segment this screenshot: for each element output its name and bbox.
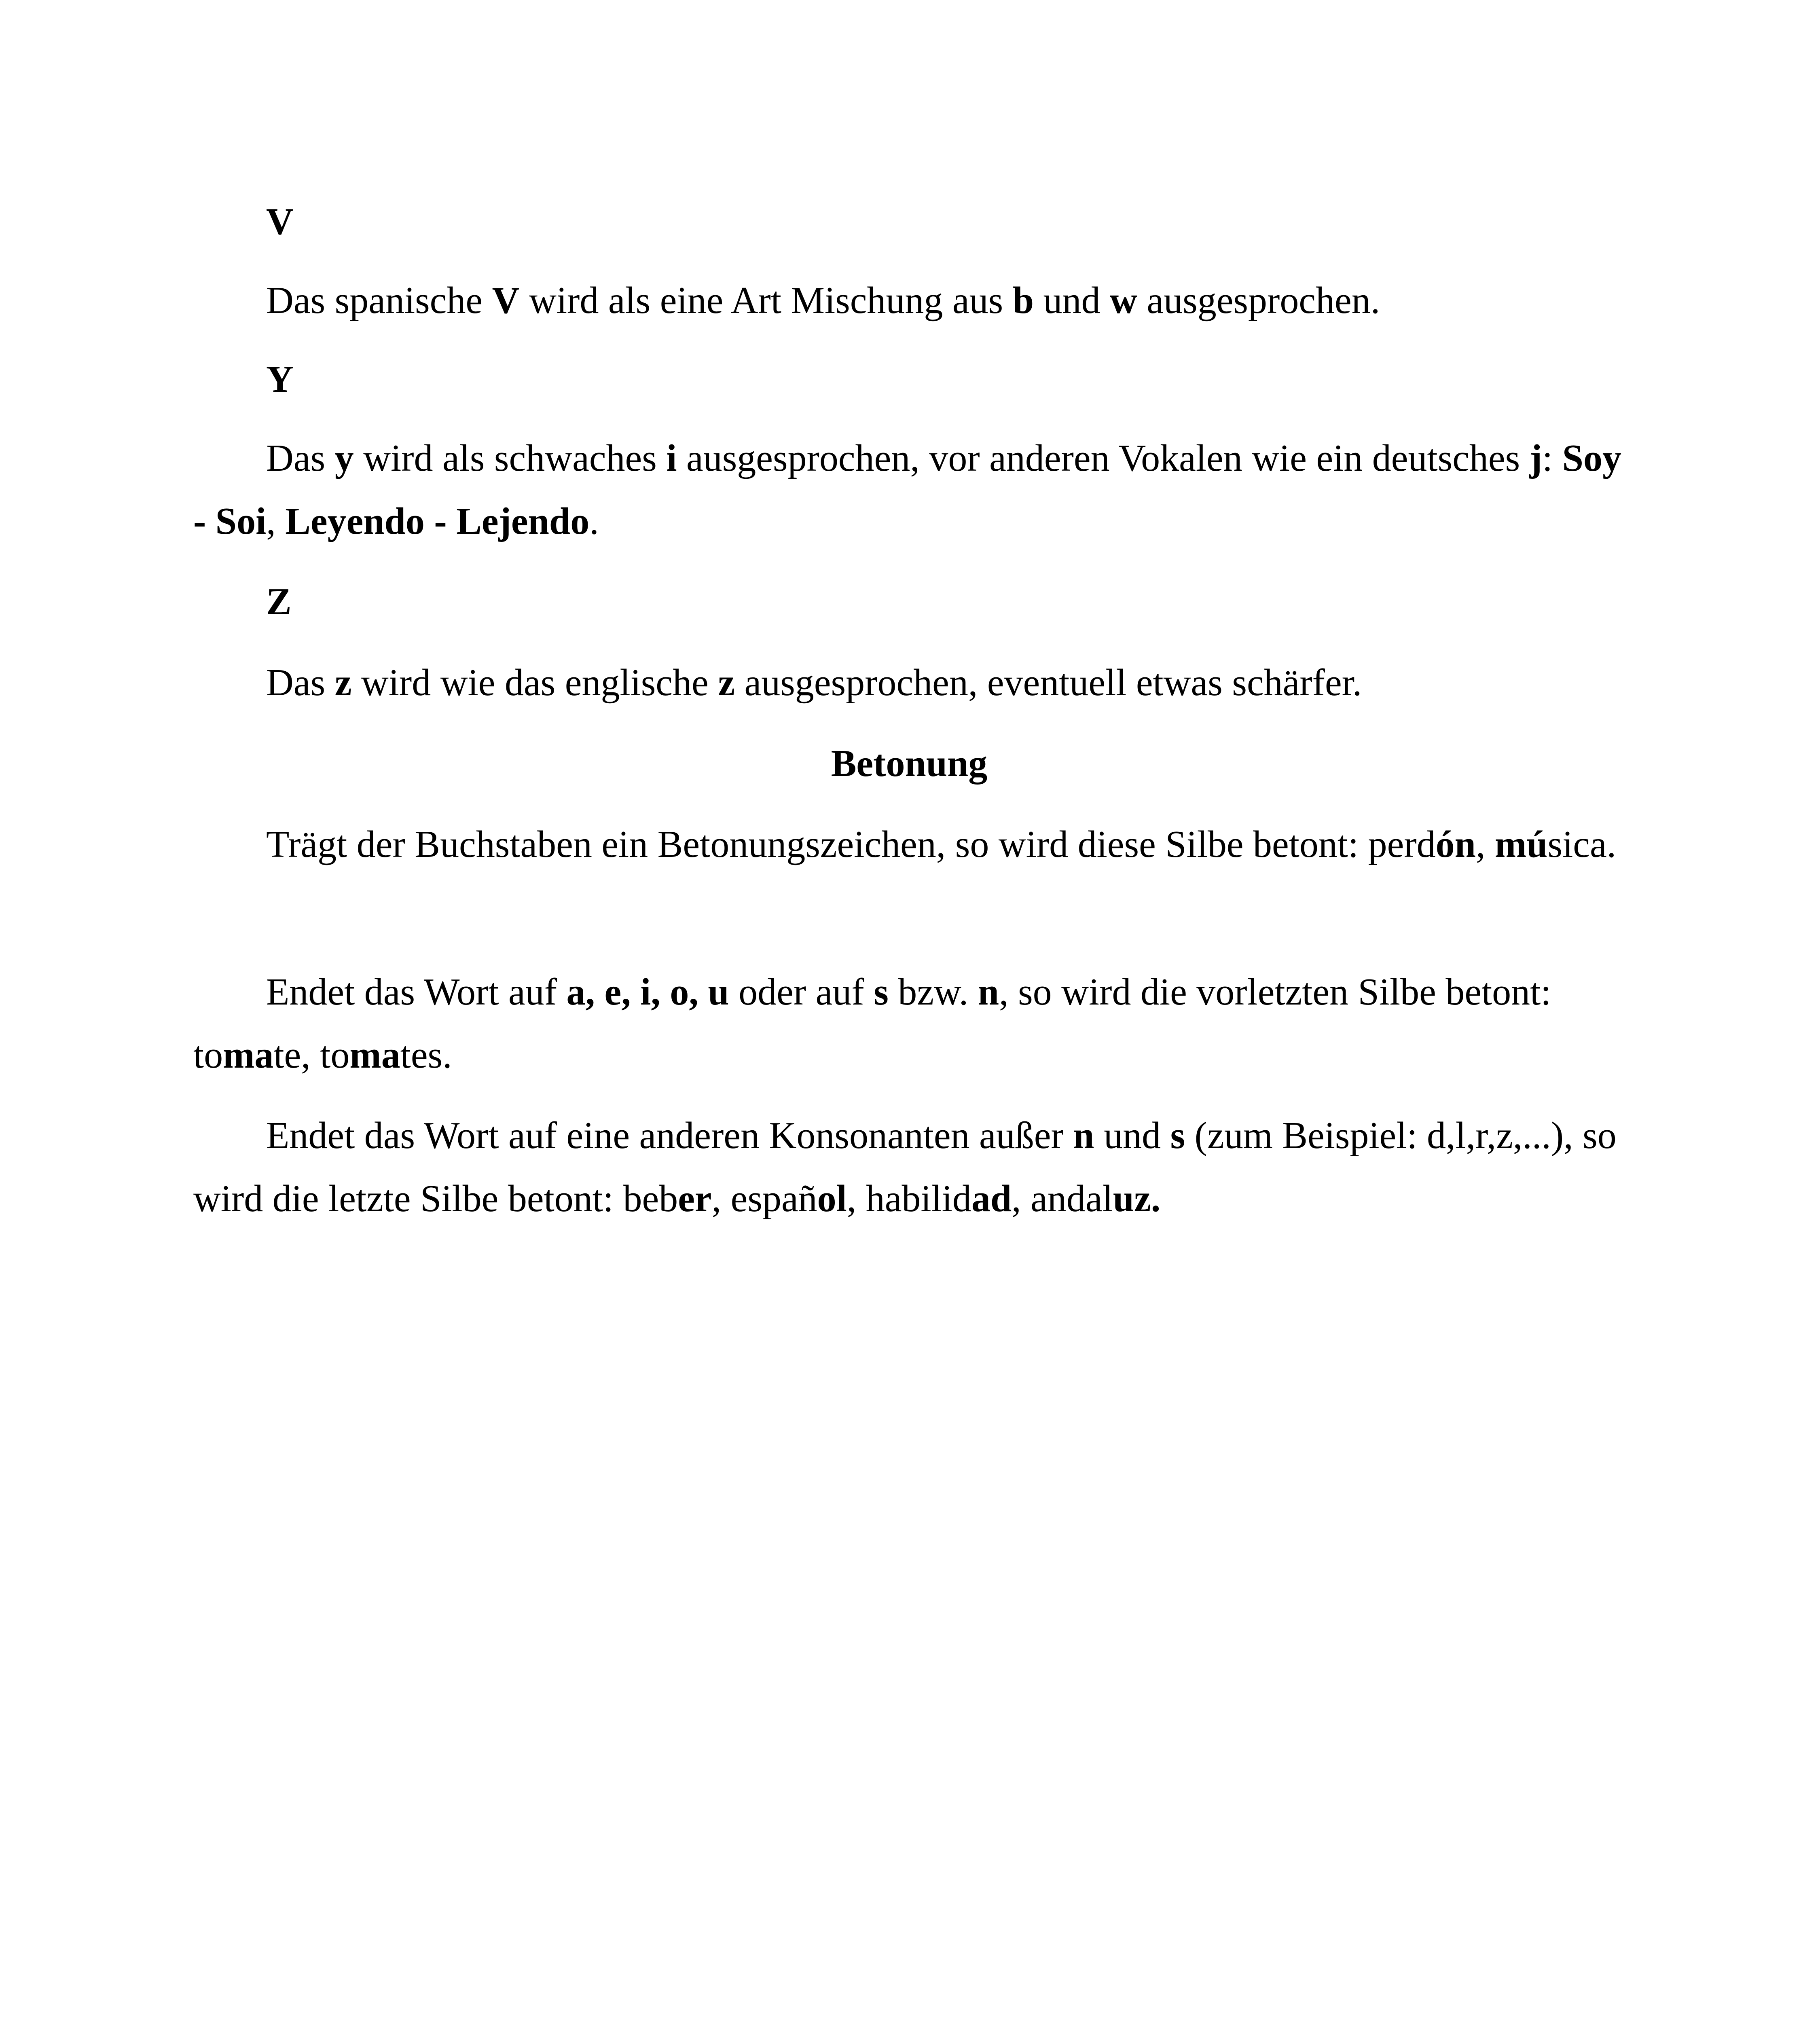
text-run: ,	[1475, 823, 1495, 865]
text-run: ausgesprochen, vor anderen Vokalen wie ein deutsches	[677, 437, 1530, 479]
section-y	[193, 348, 1625, 411]
bold-run: s	[1170, 1115, 1185, 1157]
paragraph-betonung-1-text	[193, 813, 1625, 876]
paragraph-betonung-2	[193, 960, 1625, 1087]
bold-run: V	[492, 279, 520, 321]
bold-run: ma	[223, 1034, 274, 1076]
text-run: Endet das Wort auf	[266, 971, 567, 1013]
text-run: , españ	[711, 1178, 817, 1220]
text-run: Das	[266, 437, 335, 479]
bold-run: a, e, i, o, u	[566, 971, 729, 1013]
bold-run: z	[718, 662, 735, 704]
text-run: ausgesprochen.	[1137, 279, 1380, 321]
bold-run: z	[334, 662, 352, 704]
bold-run: y	[334, 437, 354, 479]
bold-run: ma	[349, 1034, 400, 1076]
paragraph-betonung-3-text	[193, 1104, 1625, 1230]
bold-run: Soy - Soi	[193, 437, 1621, 542]
bold-run: er	[678, 1178, 712, 1220]
bold-run: b	[1012, 279, 1034, 321]
bold-run: n	[978, 971, 999, 1013]
text-run: ,	[266, 500, 286, 542]
bold-run: Leyendo - Lejendo	[285, 500, 590, 542]
bold-run: s	[874, 971, 889, 1013]
text-run: oder auf	[729, 971, 874, 1013]
text-run: und	[1094, 1115, 1170, 1157]
text-run: ausgesprochen, eventuell etwas schärfer.	[734, 662, 1362, 704]
text-run: te, to	[273, 1034, 350, 1076]
heading-betonung: Betonung	[831, 742, 988, 785]
heading-z: Z	[266, 581, 292, 623]
section-v	[193, 190, 1625, 253]
bold-run: w	[1110, 279, 1137, 321]
text-run: , andal	[1012, 1178, 1113, 1220]
bold-run: ad	[971, 1178, 1012, 1220]
text-run: :	[1542, 437, 1562, 479]
section-z	[193, 570, 1625, 633]
text-run: , habilid	[847, 1178, 971, 1220]
text-run: bzw.	[888, 971, 978, 1013]
paragraph-v	[193, 269, 1625, 332]
paragraph-y	[193, 427, 1625, 553]
heading-v: V	[266, 201, 294, 243]
text-run: sica.	[1547, 823, 1617, 865]
text-run: , so wird die vorletzten Silbe betont: to	[193, 971, 1551, 1076]
heading-y: Y	[266, 358, 294, 400]
text-run: Trägt der Buchstaben ein Betonungszeichen, so wird diese Silbe betont: perd	[266, 823, 1436, 865]
paragraph-z-text	[193, 651, 1625, 714]
bold-run: ón	[1435, 823, 1476, 865]
bold-run: ol	[817, 1178, 847, 1220]
paragraph-betonung-1	[193, 813, 1625, 876]
paragraph-y-text	[193, 427, 1625, 553]
paragraph-v-text	[193, 269, 1625, 332]
text-run: Das spanische	[266, 279, 492, 321]
bold-run: i	[666, 437, 677, 479]
bold-run: n	[1073, 1115, 1094, 1157]
text-run: .	[589, 500, 599, 542]
text-run: (zum Beispiel: d,l,r,z,...), so wird die letzte Silbe betont: beb	[193, 1115, 1617, 1220]
bold-run: j	[1529, 437, 1543, 479]
text-run: tes.	[400, 1034, 452, 1076]
bold-run: uz.	[1113, 1178, 1161, 1220]
text-run: und	[1034, 279, 1110, 321]
bold-run: mú	[1494, 823, 1548, 865]
paragraph-betonung-3	[193, 1104, 1625, 1230]
text-run: wird als eine Art Mischung aus	[519, 279, 1013, 321]
text-run: wird wie das englische	[351, 662, 718, 704]
text-run: wird als schwaches	[353, 437, 667, 479]
section-betonung	[193, 732, 1625, 795]
paragraph-z	[193, 651, 1625, 714]
text-run: Das	[266, 662, 335, 704]
text-run: Endet das Wort auf eine anderen Konsonanten außer	[266, 1115, 1073, 1157]
paragraph-betonung-2-text	[193, 960, 1625, 1087]
